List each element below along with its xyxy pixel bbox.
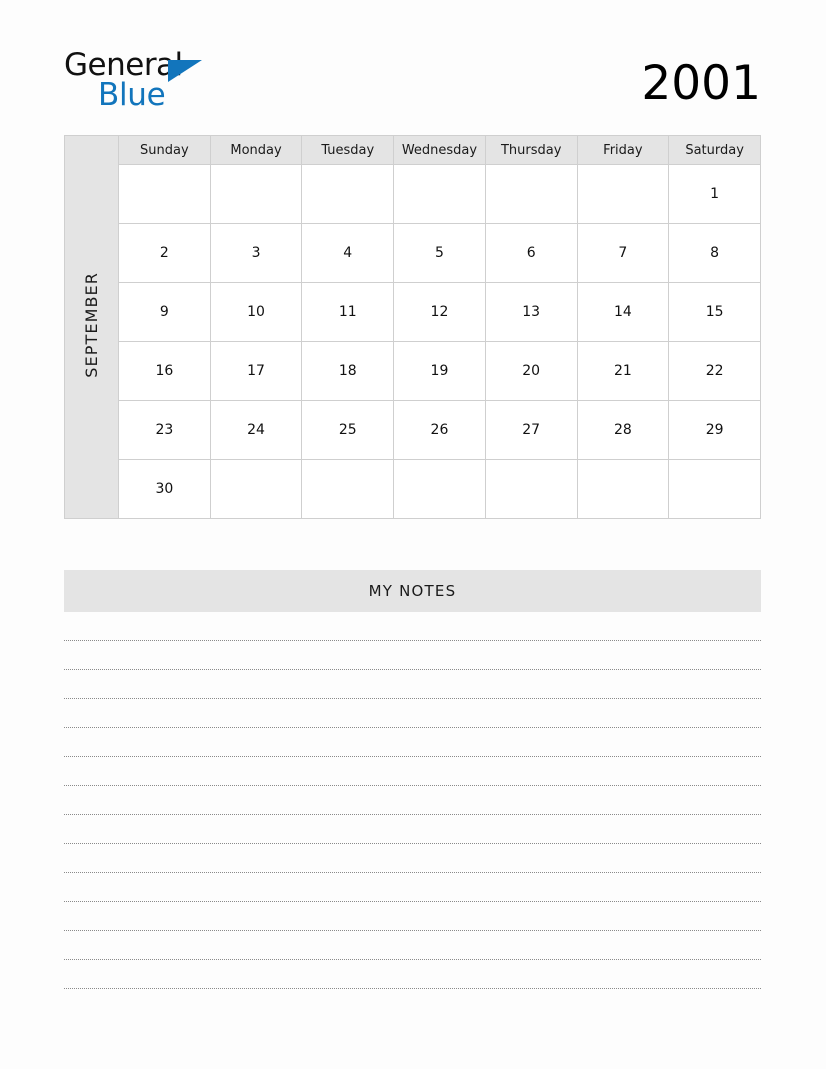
note-line[interactable]: [64, 931, 761, 960]
calendar-body: [65, 136, 761, 519]
note-line[interactable]: [64, 873, 761, 902]
day-cell[interactable]: [394, 165, 486, 224]
day-cell[interactable]: [119, 165, 211, 224]
day-cell[interactable]: 25: [302, 401, 394, 460]
day-cell[interactable]: 17: [210, 342, 302, 401]
notes-section: [64, 570, 761, 989]
day-cell[interactable]: 27: [485, 401, 577, 460]
day-cell[interactable]: 23: [119, 401, 211, 460]
calendar-week-row: [65, 342, 761, 401]
weekday-header-monday: Monday: [210, 136, 302, 165]
day-cell[interactable]: 22: [669, 342, 761, 401]
day-cell[interactable]: [210, 165, 302, 224]
notes-title: MY NOTES: [368, 582, 457, 600]
note-line[interactable]: [64, 960, 761, 989]
weekday-header-wednesday: Wednesday: [394, 136, 486, 165]
day-cell[interactable]: 7: [577, 224, 669, 283]
weekday-header-tuesday: Tuesday: [302, 136, 394, 165]
day-cell[interactable]: 30: [119, 460, 211, 519]
page-title-year: 2001: [641, 56, 761, 111]
notes-header: [64, 570, 761, 612]
note-line[interactable]: [64, 757, 761, 786]
weekday-header-sunday: Sunday: [119, 136, 211, 165]
note-line[interactable]: [64, 728, 761, 757]
logo-text-general: General: [64, 47, 183, 83]
note-line[interactable]: [64, 902, 761, 931]
day-cell[interactable]: 28: [577, 401, 669, 460]
day-cell[interactable]: [302, 460, 394, 519]
notes-lines[interactable]: [64, 612, 761, 989]
page-header: [64, 48, 761, 116]
day-cell[interactable]: 2: [119, 224, 211, 283]
note-line[interactable]: [64, 612, 761, 641]
note-line[interactable]: [64, 815, 761, 844]
day-cell[interactable]: [302, 165, 394, 224]
calendar-week-row: [65, 224, 761, 283]
weekday-header-saturday: Saturday: [669, 136, 761, 165]
day-cell[interactable]: 18: [302, 342, 394, 401]
day-cell[interactable]: 9: [119, 283, 211, 342]
day-cell[interactable]: 11: [302, 283, 394, 342]
note-line[interactable]: [64, 641, 761, 670]
calendar-week-row: [65, 460, 761, 519]
triangle-icon: [168, 60, 202, 82]
day-cell[interactable]: 10: [210, 283, 302, 342]
day-cell[interactable]: 24: [210, 401, 302, 460]
month-label-cell: [65, 136, 119, 519]
weekday-header-friday: Friday: [577, 136, 669, 165]
general-blue-logo: [64, 48, 214, 112]
calendar-week-row: [65, 283, 761, 342]
day-cell[interactable]: [669, 460, 761, 519]
note-line[interactable]: [64, 786, 761, 815]
day-cell[interactable]: 3: [210, 224, 302, 283]
day-cell[interactable]: 16: [119, 342, 211, 401]
day-cell[interactable]: [210, 460, 302, 519]
day-cell[interactable]: 1: [669, 165, 761, 224]
day-cell[interactable]: 21: [577, 342, 669, 401]
day-cell[interactable]: 26: [394, 401, 486, 460]
day-cell[interactable]: 20: [485, 342, 577, 401]
day-cell[interactable]: 6: [485, 224, 577, 283]
calendar-week-row: [65, 401, 761, 460]
day-cell[interactable]: 4: [302, 224, 394, 283]
day-cell[interactable]: 15: [669, 283, 761, 342]
weekday-header-thursday: Thursday: [485, 136, 577, 165]
calendar-header-row: [65, 136, 761, 165]
month-name: SEPTEMBER: [82, 272, 101, 378]
day-cell[interactable]: [394, 460, 486, 519]
day-cell[interactable]: 13: [485, 283, 577, 342]
logo-text-blue: Blue: [98, 77, 166, 113]
day-cell[interactable]: 19: [394, 342, 486, 401]
day-cell[interactable]: [577, 460, 669, 519]
day-cell[interactable]: [577, 165, 669, 224]
calendar-week-row: [65, 165, 761, 224]
day-cell[interactable]: 5: [394, 224, 486, 283]
day-cell[interactable]: [485, 460, 577, 519]
note-line[interactable]: [64, 670, 761, 699]
note-line[interactable]: [64, 844, 761, 873]
day-cell[interactable]: [485, 165, 577, 224]
day-cell[interactable]: 29: [669, 401, 761, 460]
day-cell[interactable]: 8: [669, 224, 761, 283]
day-cell[interactable]: 14: [577, 283, 669, 342]
calendar-table: [64, 135, 761, 519]
note-line[interactable]: [64, 699, 761, 728]
day-cell[interactable]: 12: [394, 283, 486, 342]
